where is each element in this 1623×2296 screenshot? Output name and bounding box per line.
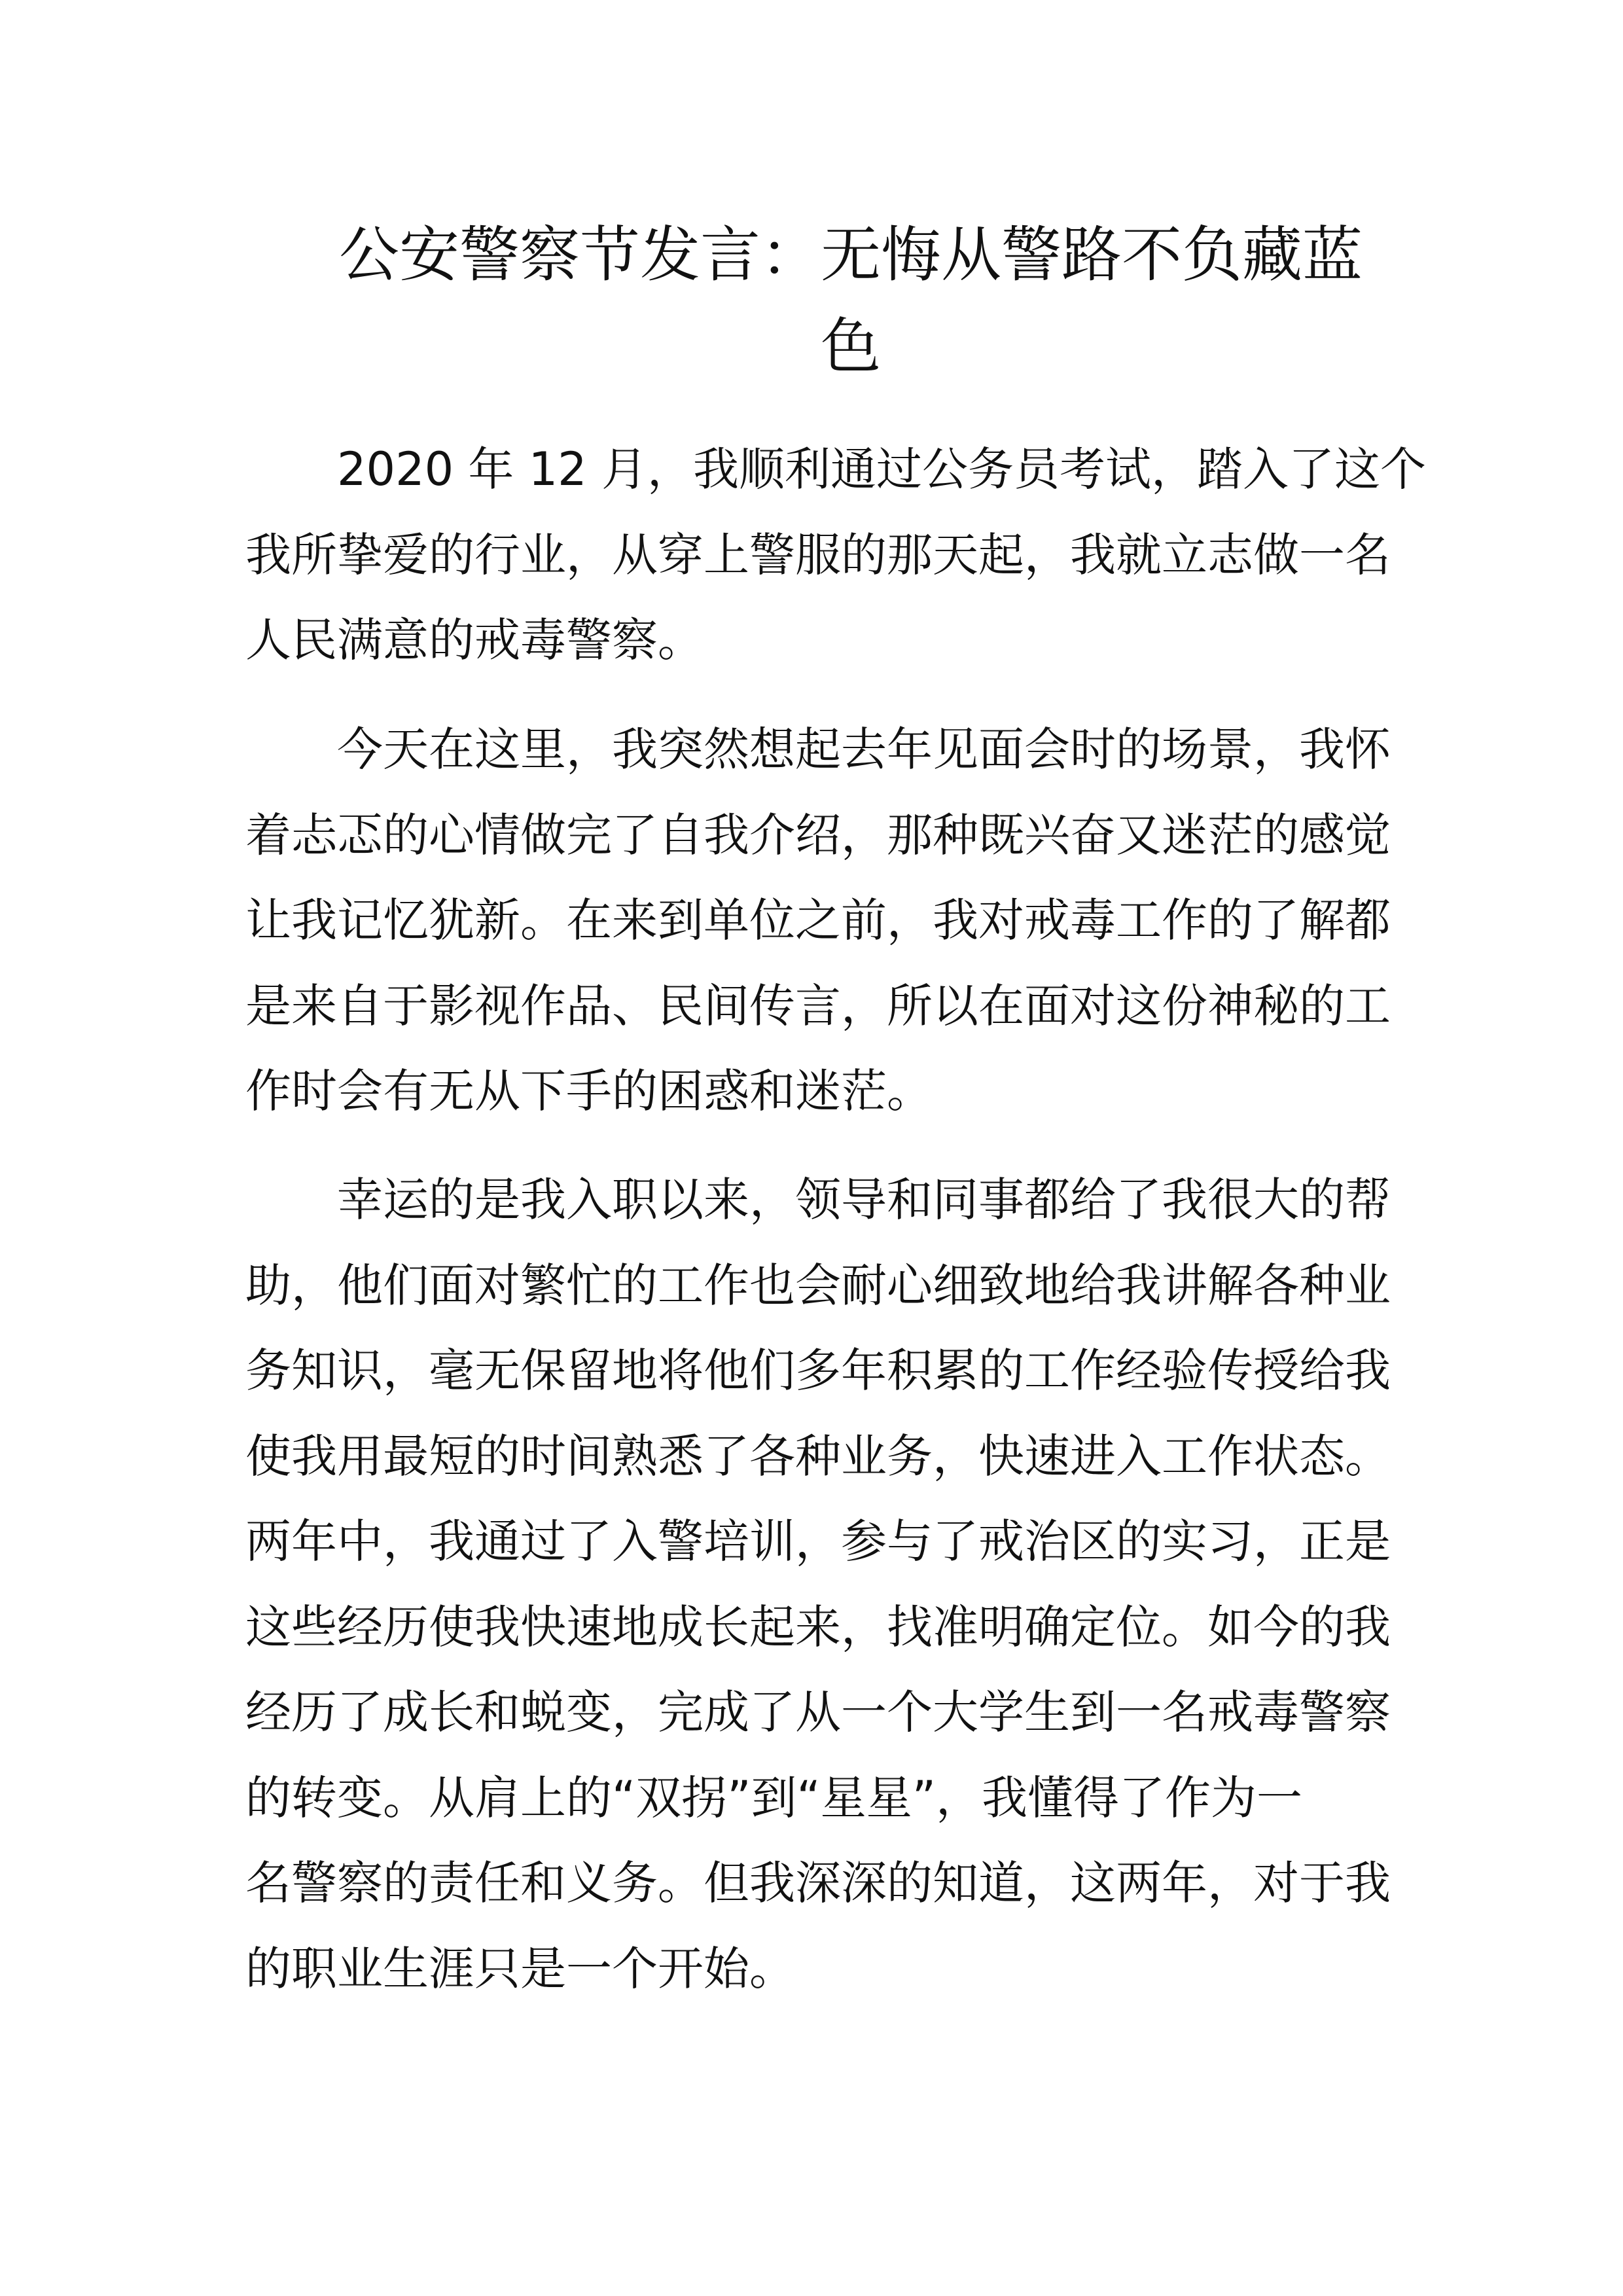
paragraph-line: 务知识，毫无保留地将他们多年积累的工作经验传授给我 (245, 1344, 1391, 1397)
paragraph-line: 让我记忆犹新。在来到单位之前，我对戒毒工作的了解都 (245, 893, 1391, 947)
paragraph-line: 名警察的责任和义务。但我深深的知道，这两年，对于我 (245, 1856, 1391, 1910)
paragraph-line: 我所挚爱的行业，从穿上警服的那天起，我就立志做一名 (245, 528, 1391, 582)
paragraph-line: 这些经历使我快速地成长起来，找准明确定位。如今的我 (245, 1600, 1391, 1654)
paragraph-2 (245, 707, 1391, 1134)
paragraph-line: 的转变。从肩上的“双拐”到“星星”，我懂得了作为一 (245, 1770, 1303, 1825)
paragraph-line: 2020 年 12 月，我顺利通过公务员考试，踏入了这个 (337, 442, 1426, 496)
paragraph-line: 助，他们面对繁忙的工作也会耐心细致地给我讲解各种业 (245, 1258, 1391, 1312)
paragraph-line: 使我用最短的时间熟悉了各种业务，快速进入工作状态。 (245, 1429, 1391, 1483)
paragraph-line: 幸运的是我入职以来，领导和同事都给了我很大的帮 (337, 1173, 1391, 1227)
paragraph-1 (245, 427, 1426, 683)
paragraph-line: 作时会有无从下手的困惑和迷茫。 (245, 1064, 933, 1118)
paragraph-line: 人民满意的戒毒警察。 (245, 613, 704, 667)
paragraph-3 (245, 1157, 1391, 2011)
paragraph-line: 两年中，我通过了入警培训，参与了戒治区的实习，正是 (245, 1515, 1391, 1568)
paragraph-line: 是来自于影视作品、民间传言，所以在面对这份神秘的工 (245, 978, 1391, 1033)
paragraph-line: 今天在这里，我突然想起去年见面会时的场景，我怀 (337, 723, 1391, 776)
paragraph-line: 着忐忑的心情做完了自我介绍，那种既兴奋又迷茫的感觉 (245, 808, 1391, 862)
title-line: 公安警察节发言：无悔从警路不负藏蓝 (338, 220, 1363, 290)
paragraph-line: 的职业生涯只是一个开始。 (245, 1941, 795, 1996)
title-line: 色 (820, 312, 881, 382)
paragraph-line: 经历了成长和蜕变，完成了从一个大学生到一名戒毒警察 (245, 1685, 1391, 1739)
page-title (314, 209, 1387, 393)
